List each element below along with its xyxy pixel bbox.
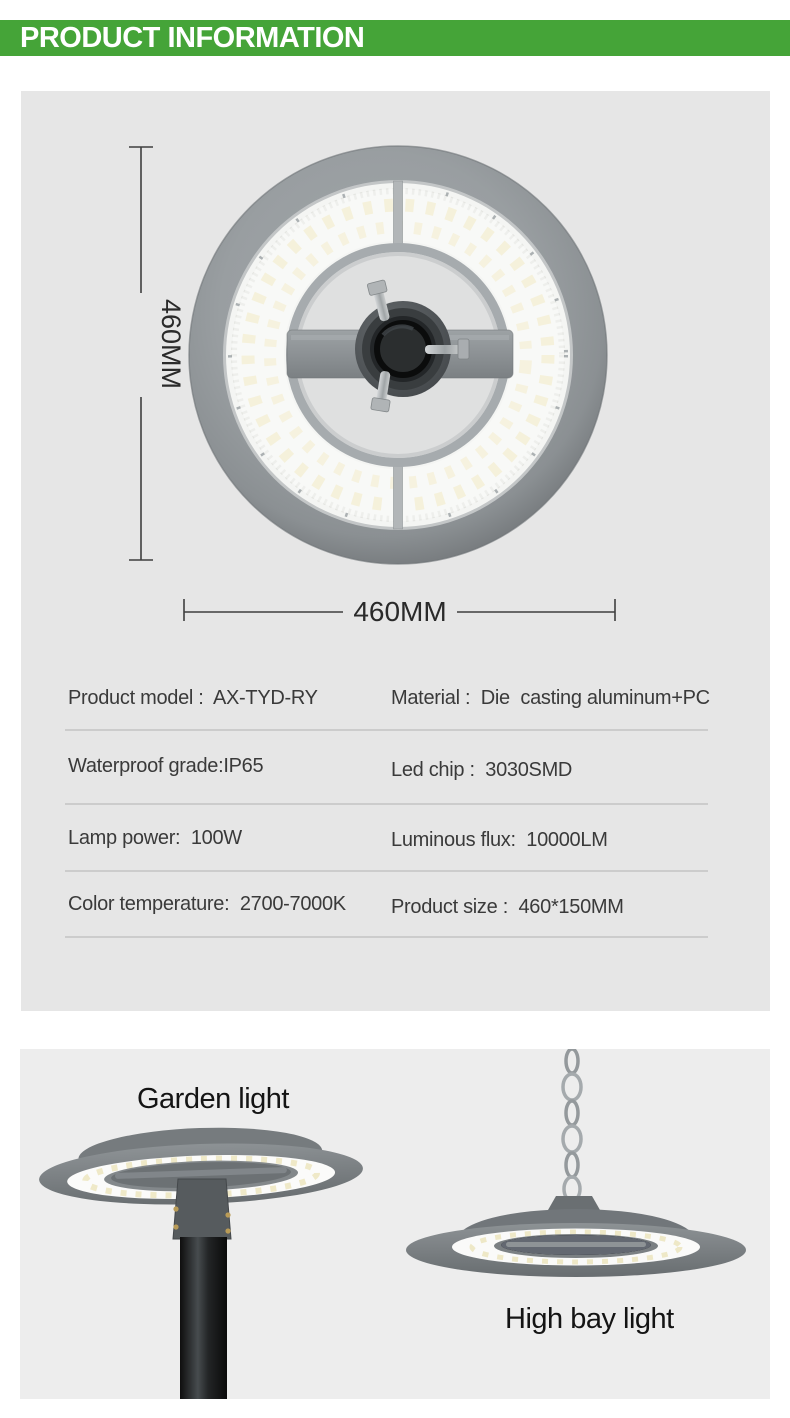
garden-light-mount [173, 1179, 231, 1239]
segment-divider-bottom [394, 466, 403, 529]
highbay-light-illustration [406, 1196, 746, 1277]
dim-height-label: 460MM [156, 298, 186, 390]
spec-divider [65, 729, 708, 731]
page-title: PRODUCT INFORMATION [20, 22, 365, 54]
spec-luminous-flux: Luminous flux: 10000LM [391, 829, 608, 851]
applications-svg [20, 1049, 770, 1399]
spec-color-temperature: Color temperature: 2700-7000K [68, 893, 346, 915]
spec-material: Material : Die casting aluminum+PC [391, 687, 710, 709]
spec-divider [65, 803, 708, 805]
garden-light-pole [180, 1237, 227, 1399]
garden-light-label: Garden light [137, 1083, 289, 1115]
product-ring-svg [21, 91, 770, 621]
spec-waterproof-grade: Waterproof grade:IP65 [68, 755, 264, 777]
highbay-light-label: High bay light [505, 1303, 674, 1335]
spec-product-model: Product model : AX-TYD-RY [68, 687, 318, 709]
height-dimension-line [129, 147, 153, 560]
spec-product-size: Product size : 460*150MM [391, 896, 624, 918]
spec-divider [65, 936, 708, 938]
spec-led-chip: Led chip : 3030SMD [391, 759, 573, 781]
segment-divider-top [394, 181, 403, 244]
spec-divider [65, 870, 708, 872]
spec-lamp-power: Lamp power: 100W [68, 827, 242, 849]
dim-width-label: 460MM [353, 596, 447, 627]
highbay-chain [563, 1049, 581, 1201]
